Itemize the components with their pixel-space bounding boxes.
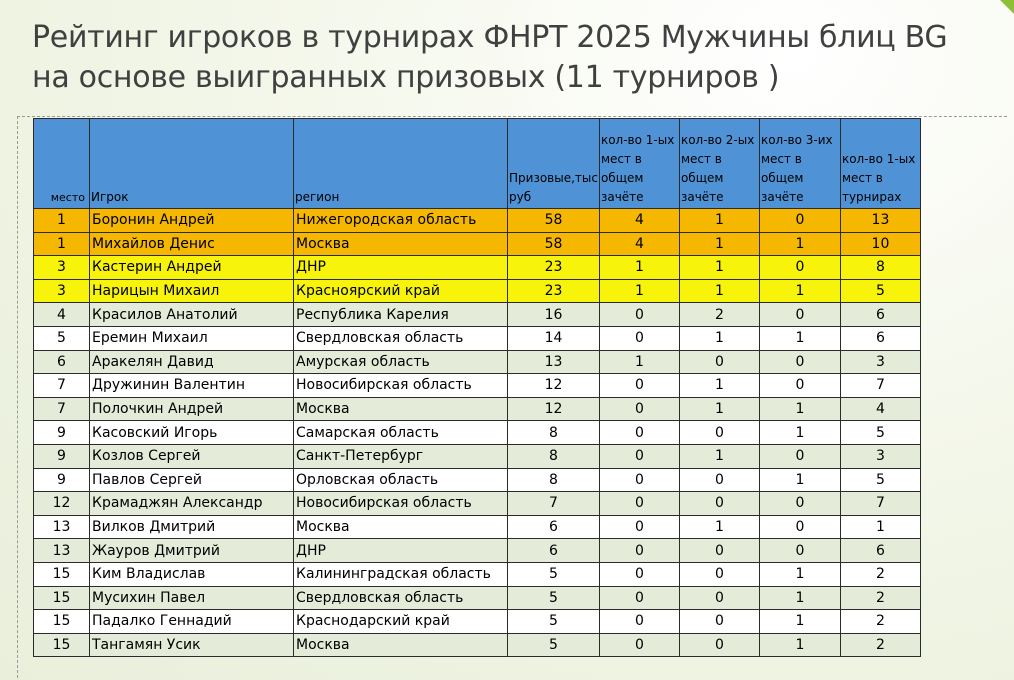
cell-first-overall: 0 [599,326,679,350]
cell-region: Амурская область [294,350,508,374]
cell-place: 1 [34,209,90,233]
cell-prize: 7 [508,492,600,516]
cell-player: Касовский Игорь [90,421,294,445]
cell-prize: 16 [508,303,600,327]
cell-first-tournaments: 7 [840,374,920,398]
cell-region: Москва [294,633,508,657]
cell-region: Москва [294,232,508,256]
cell-first-overall: 0 [599,303,679,327]
cell-prize: 5 [508,586,600,610]
table-row [34,279,921,303]
cell-third-overall: 0 [759,374,840,398]
cell-player: Полочкин Андрей [90,397,294,421]
cell-prize: 14 [508,326,600,350]
table-row [34,610,921,634]
cell-second-overall: 2 [679,303,759,327]
cell-place: 3 [34,279,90,303]
cell-player: Михайлов Денис [90,232,294,256]
cell-place: 7 [34,397,90,421]
cell-region: Санкт-Петербург [294,444,508,468]
cell-first-overall: 0 [599,562,679,586]
table-row [34,209,921,233]
cell-second-overall: 0 [679,610,759,634]
cell-second-overall: 1 [679,209,759,233]
cell-place: 12 [34,492,90,516]
cell-third-overall: 1 [759,421,840,445]
cell-region: Красноярский край [294,279,508,303]
cell-first-overall: 1 [599,256,679,280]
cell-player: Мусихин Павел [90,586,294,610]
cell-player: Падалко Геннадий [90,610,294,634]
cell-first-tournaments: 2 [840,633,920,657]
cell-place: 5 [34,326,90,350]
slide-title [32,18,1007,98]
table-row [34,539,921,563]
cell-first-tournaments: 6 [840,326,920,350]
cell-prize: 58 [508,209,600,233]
table-body [34,209,921,657]
cell-third-overall: 0 [759,350,840,374]
cell-prize: 13 [508,350,600,374]
cell-second-overall: 1 [679,256,759,280]
cell-player: Нарицын Михаил [90,279,294,303]
cell-place: 13 [34,539,90,563]
cell-first-tournaments: 6 [840,539,920,563]
cell-region: Москва [294,515,508,539]
cell-player: Кастерин Андрей [90,256,294,280]
header-first-tournaments: кол-во 1-ых мест в турнирах [840,119,920,209]
cell-first-overall: 0 [599,492,679,516]
cell-region: Новосибирская область [294,374,508,398]
cell-first-overall: 0 [599,397,679,421]
corner-decoration [1000,0,1014,14]
cell-prize: 5 [508,633,600,657]
cell-region: Республика Карелия [294,303,508,327]
cell-region: Самарская область [294,421,508,445]
cell-third-overall: 0 [759,303,840,327]
cell-second-overall: 1 [679,326,759,350]
cell-region: Краснодарский край [294,610,508,634]
cell-region: Свердловская область [294,326,508,350]
cell-third-overall: 1 [759,610,840,634]
cell-place: 4 [34,303,90,327]
table-row [34,468,921,492]
cell-second-overall: 0 [679,539,759,563]
cell-player: Павлов Сергей [90,468,294,492]
cell-place: 9 [34,444,90,468]
cell-first-tournaments: 5 [840,421,920,445]
title-line-2: на основе выигранных призовых (11 турниров ) [32,60,780,95]
table-row [34,326,921,350]
cell-player: Аракелян Давид [90,350,294,374]
cell-place: 15 [34,562,90,586]
cell-prize: 8 [508,468,600,492]
cell-third-overall: 1 [759,326,840,350]
cell-first-overall: 0 [599,468,679,492]
cell-second-overall: 0 [679,421,759,445]
header-third-overall: кол-во 3-их мест в общем зачёте [759,119,840,209]
table-row [34,444,921,468]
cell-prize: 23 [508,279,600,303]
cell-prize: 12 [508,374,600,398]
table-row [34,633,921,657]
cell-region: Новосибирская область [294,492,508,516]
cell-player: Еремин Михаил [90,326,294,350]
cell-first-overall: 0 [599,374,679,398]
cell-first-overall: 1 [599,350,679,374]
cell-second-overall: 0 [679,586,759,610]
cell-player: Боронин Андрей [90,209,294,233]
cell-third-overall: 1 [759,586,840,610]
cell-first-tournaments: 7 [840,492,920,516]
cell-third-overall: 0 [759,444,840,468]
cell-first-tournaments: 1 [840,515,920,539]
cell-third-overall: 1 [759,232,840,256]
cell-player: Дружинин Валентин [90,374,294,398]
cell-place: 15 [34,586,90,610]
cell-second-overall: 1 [679,444,759,468]
cell-prize: 8 [508,444,600,468]
header-first-overall: кол-во 1-ых мест в общем зачёте [599,119,679,209]
cell-player: Ким Владислав [90,562,294,586]
cell-first-tournaments: 3 [840,444,920,468]
cell-third-overall: 1 [759,468,840,492]
header-region: регион [294,119,508,209]
table-row [34,397,921,421]
cell-region: ДНР [294,539,508,563]
table-row [34,303,921,327]
cell-first-tournaments: 13 [840,209,920,233]
cell-player: Крамаджян Александр [90,492,294,516]
cell-second-overall: 0 [679,350,759,374]
cell-place: 9 [34,421,90,445]
cell-place: 15 [34,610,90,634]
cell-first-tournaments: 8 [840,256,920,280]
cell-place: 7 [34,374,90,398]
cell-third-overall: 1 [759,633,840,657]
cell-region: ДНР [294,256,508,280]
cell-place: 3 [34,256,90,280]
cell-prize: 5 [508,562,600,586]
cell-region: Москва [294,397,508,421]
cell-second-overall: 1 [679,397,759,421]
title-line-1: Рейтинг игроков в турнирах ФНРТ 2025 Мужчины блиц BG [32,20,948,55]
cell-region: Орловская область [294,468,508,492]
cell-third-overall: 0 [759,515,840,539]
cell-region: Свердловская область [294,586,508,610]
cell-first-overall: 0 [599,586,679,610]
cell-place: 9 [34,468,90,492]
table-row [34,374,921,398]
cell-place: 1 [34,232,90,256]
cell-third-overall: 0 [759,209,840,233]
cell-player: Жауров Дмитрий [90,539,294,563]
cell-second-overall: 0 [679,562,759,586]
cell-first-overall: 4 [599,209,679,233]
table-row [34,350,921,374]
cell-prize: 12 [508,397,600,421]
cell-first-tournaments: 5 [840,279,920,303]
cell-second-overall: 0 [679,492,759,516]
table-row [34,562,921,586]
header-player: Игрок [90,119,294,209]
cell-first-tournaments: 2 [840,562,920,586]
cell-first-overall: 1 [599,279,679,303]
cell-first-overall: 0 [599,421,679,445]
cell-place: 6 [34,350,90,374]
table-header-row [34,119,921,209]
header-second-overall: кол-во 2-ых мест в общем зачёте [679,119,759,209]
table-row [34,256,921,280]
cell-second-overall: 1 [679,374,759,398]
cell-first-overall: 0 [599,515,679,539]
cell-prize: 6 [508,515,600,539]
table-row [34,586,921,610]
cell-prize: 5 [508,610,600,634]
rating-table [33,118,921,657]
cell-second-overall: 1 [679,279,759,303]
table-row [34,492,921,516]
cell-place: 13 [34,515,90,539]
cell-first-overall: 0 [599,633,679,657]
cell-player: Красилов Анатолий [90,303,294,327]
cell-first-tournaments: 5 [840,468,920,492]
table-row [34,515,921,539]
cell-first-tournaments: 2 [840,610,920,634]
cell-first-tournaments: 3 [840,350,920,374]
cell-player: Тангамян Усик [90,633,294,657]
header-prize: Призовые,тыс руб [508,119,600,209]
cell-first-tournaments: 2 [840,586,920,610]
cell-prize: 8 [508,421,600,445]
cell-player: Вилков Дмитрий [90,515,294,539]
cell-second-overall: 1 [679,232,759,256]
header-place: место [34,119,90,209]
cell-prize: 23 [508,256,600,280]
cell-second-overall: 0 [679,468,759,492]
cell-first-tournaments: 6 [840,303,920,327]
cell-third-overall: 1 [759,562,840,586]
table-row [34,421,921,445]
cell-player: Козлов Сергей [90,444,294,468]
cell-third-overall: 1 [759,397,840,421]
cell-second-overall: 0 [679,633,759,657]
cell-second-overall: 1 [679,515,759,539]
cell-first-overall: 0 [599,444,679,468]
cell-first-overall: 0 [599,610,679,634]
table-row [34,232,921,256]
cell-place: 15 [34,633,90,657]
cell-third-overall: 0 [759,256,840,280]
cell-first-tournaments: 10 [840,232,920,256]
cell-first-tournaments: 4 [840,397,920,421]
cell-prize: 58 [508,232,600,256]
cell-region: Нижегородская область [294,209,508,233]
cell-region: Калининградская область [294,562,508,586]
cell-third-overall: 0 [759,492,840,516]
cell-third-overall: 1 [759,279,840,303]
cell-first-overall: 4 [599,232,679,256]
cell-third-overall: 0 [759,539,840,563]
cell-prize: 6 [508,539,600,563]
cell-first-overall: 0 [599,539,679,563]
